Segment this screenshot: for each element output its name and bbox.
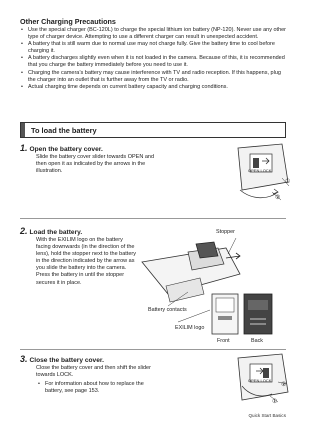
step-3-note: • For information about how to replace the battery, see page 153. [38,381,163,395]
section-title: To load the battery [31,126,97,135]
precaution-item: • A battery discharges slightly even when it is not loaded in the camera. Because of this, it is recommended that you charge the battery immediately before you need to use it. [20,55,286,69]
marker-1: ① [285,179,291,185]
marker-1: ① [272,399,278,405]
back-label: Back [251,338,263,344]
footer-label: Quick Start Basics [248,413,286,418]
marker-2: ② [275,195,281,201]
load-battery-illustration [140,234,290,344]
section-header [20,122,286,138]
section-accent [21,123,25,137]
step-1-body: Slide the battery cover slider towards OPEN and then open it as indicated by the arrows in the illustration. [36,154,155,175]
precautions-heading: Other Charging Precautions [20,17,116,26]
open-cover-illustration [232,142,294,206]
precaution-item: • Actual charging time depends on current battery capacity and charging conditions. [20,84,286,91]
step-2-body: With the EXILIM logo on the battery facing downwards (in the direction of the lens), hold the stopper next to the battery in the direction indicated by the arrow as you slide the battery into the camera. Press the battery in until the stopper secures it in place. [36,237,136,286]
step-1-label: Open the battery cover. [29,146,103,153]
step-2-number: 2. [20,226,28,236]
divider [20,218,286,219]
step-3-number: 3. [20,354,28,364]
step-3-body: Close the battery cover and then shift the slider towards LOCK. [36,365,151,379]
exilim-logo-label: EXILIM logo [175,325,205,331]
step-2-label: Load the battery. [29,229,83,236]
step-2-title [20,226,82,236]
marker-2: ② [281,382,287,388]
battery-contacts-label: Battery contacts [148,307,187,313]
step-3-title [20,354,104,364]
open-lock-label: OPEN LOCK [248,168,272,173]
step-1-title [20,143,103,153]
precautions-list [20,27,286,91]
step-3-label: Close the battery cover. [29,357,104,364]
stopper-label: Stopper [216,229,235,235]
front-label: Front [217,338,230,344]
open-lock-label: OPEN LOCK [248,378,272,383]
step-1-number: 1. [20,143,28,153]
precaution-item: • Use the special charger (BC-120L) to charge the special lithium ion battery (NP-120). Never use any other type of charger device. Attempting to use a different charger can result in unexpected accident. [20,27,286,41]
precaution-item: • A battery that is still warm due to normal use may not charge fully. Give the battery time to cool before charging it. [20,41,286,55]
precaution-item: • Charging the camera’s battery may cause interference with TV and radio reception. If this happens, plug the charger into an outlet that is further away from the TV or radio. [20,70,286,84]
divider [20,349,286,350]
